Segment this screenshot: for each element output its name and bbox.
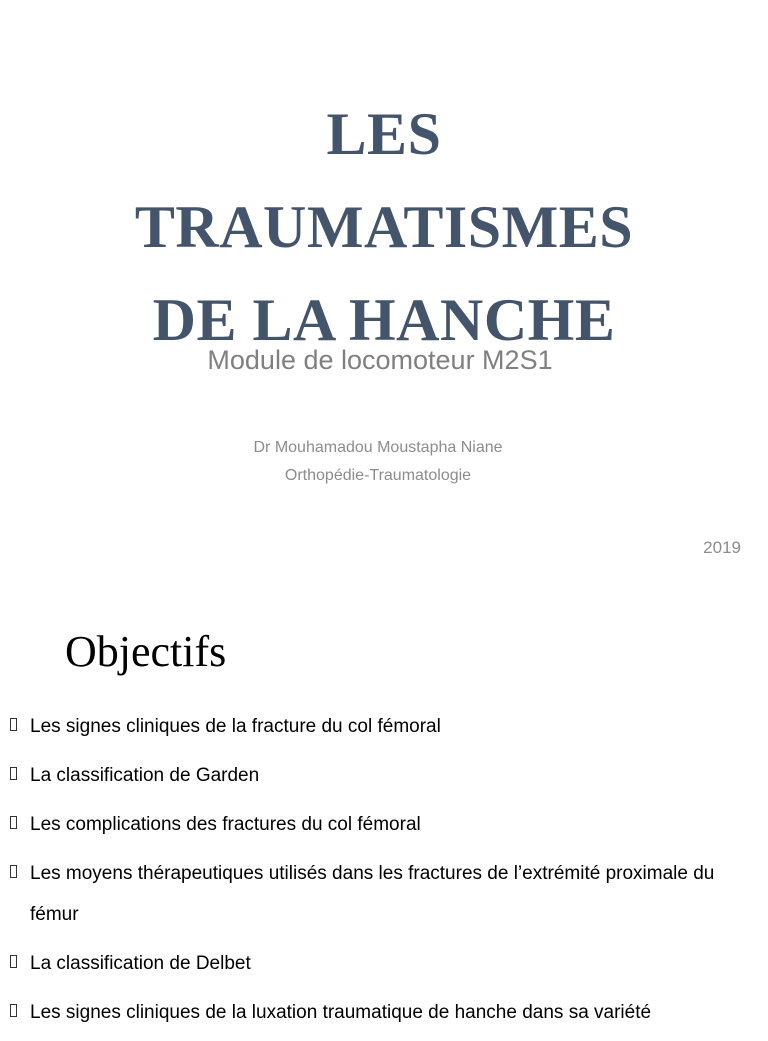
bullet-icon bbox=[10, 1004, 17, 1017]
title-line: DE LA HANCHE bbox=[152, 287, 616, 353]
bullet-icon bbox=[10, 767, 17, 780]
author-block bbox=[0, 434, 756, 490]
bullet-icon bbox=[10, 865, 17, 878]
objectives-slide bbox=[0, 600, 768, 1024]
title-line: TRAUMATISMES bbox=[134, 194, 634, 260]
slide-title bbox=[0, 88, 768, 367]
list-item-text: Les complications des fractures du col fémoral bbox=[30, 814, 421, 835]
list-item-text: La classification de Delbet bbox=[30, 953, 251, 974]
bullet-icon bbox=[10, 816, 17, 829]
list-item bbox=[0, 706, 768, 747]
list-item bbox=[0, 943, 768, 984]
author-name: Dr Mouhamadou Moustapha Niane bbox=[253, 439, 503, 456]
objectives-list bbox=[0, 706, 768, 1041]
list-item bbox=[0, 992, 768, 1033]
list-item bbox=[0, 853, 768, 935]
list-item-text: Les signes cliniques de la fracture du col fémoral bbox=[30, 716, 441, 737]
list-item-text: La classification de Garden bbox=[30, 765, 260, 786]
bullet-icon bbox=[10, 718, 17, 731]
list-item-text: Les moyens thérapeutiques utilisés dans les fractures de l’extrémité proximale du fémur bbox=[30, 863, 715, 925]
list-item bbox=[0, 804, 768, 845]
slide-year: 2019 bbox=[703, 538, 741, 557]
author-department: Orthopédie-Traumatologie bbox=[284, 467, 472, 484]
objectives-title: Objectifs bbox=[65, 627, 227, 676]
list-item bbox=[0, 755, 768, 796]
title-line: LES bbox=[326, 101, 442, 167]
bullet-icon bbox=[10, 955, 17, 968]
list-item-text: Les signes cliniques de la luxation traumatique de hanche dans sa variété bbox=[30, 1002, 652, 1023]
slide-subtitle: Module de locomoteur M2S1 bbox=[207, 345, 553, 375]
